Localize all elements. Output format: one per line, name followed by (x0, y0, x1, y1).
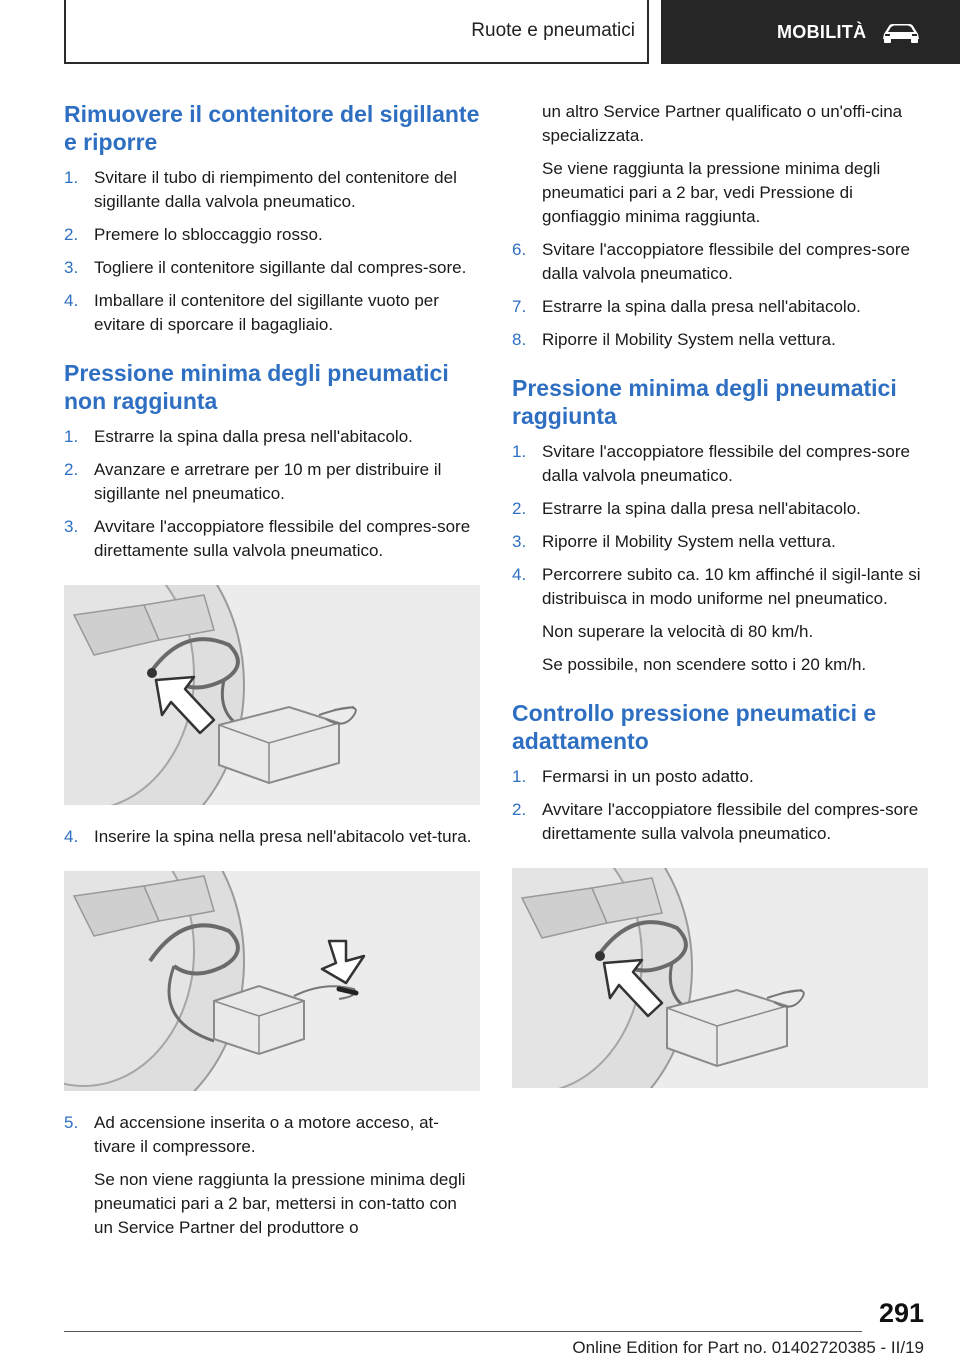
step-number: 1. (64, 168, 79, 187)
section-title: Pressione minima degli pneumatici raggiunta (512, 375, 897, 429)
step-number: 1. (64, 427, 79, 446)
section-title: Rimuovere il contenitore del sigillante e riporre (64, 101, 480, 155)
header-section-title: Ruote e pneumatici (471, 20, 635, 41)
list-item (64, 223, 480, 247)
step-text: Fermarsi in un posto adatto. (542, 767, 754, 786)
step-text: Riporre il Mobility System nella vettura. (542, 532, 836, 551)
step-number: 6. (512, 240, 527, 259)
header-section-box (64, 0, 649, 64)
step-number: 7. (512, 297, 527, 316)
step-number: 4. (64, 291, 79, 310)
step-list (64, 425, 480, 563)
continued-text: un altro Service Partner qualificato o un'offi‐cina specializzata. (542, 102, 903, 145)
list-item (512, 798, 928, 846)
step-note: Non superare la velocità di 80 km/h. (542, 622, 814, 641)
step-text: Togliere il contenitore sigillante dal compres‐sore. (94, 258, 467, 277)
section-pressure-reached (512, 374, 928, 677)
step-text: Svitare l'accoppiatore flessibile del compres‐sore dalla valvola pneumatico. (542, 240, 910, 283)
step-list (64, 1111, 480, 1159)
figure-compressor-valve (64, 585, 480, 805)
header-chapter-title: MOBILITÀ (777, 21, 867, 42)
footer-divider (64, 1331, 862, 1332)
figure-plug-socket (64, 871, 480, 1091)
step-number: 2. (512, 499, 527, 518)
step-number: 4. (512, 565, 527, 584)
step-text: Avvitare l'accoppiatore flessibile del compres‐sore direttamente sulla valvola pneumatico. (542, 800, 919, 843)
list-item (512, 440, 928, 488)
page-number: 291 (878, 1298, 924, 1328)
step-list (512, 765, 928, 846)
step-text: Avanzare e arretrare per 10 m per distribuire il sigillante nel pneumatico. (94, 460, 442, 503)
step-number: 4. (64, 827, 79, 846)
step-number: 1. (512, 442, 527, 461)
list-item (512, 497, 928, 521)
list-item (64, 425, 480, 449)
list-item (64, 1111, 480, 1159)
step-text: Percorrere subito ca. 10 km affinché il sigil‐lante si distribuisca in modo uniforme nel pneumatico. (542, 565, 921, 608)
step-text: Svitare l'accoppiatore flessibile del compres‐sore dalla valvola pneumatico. (542, 442, 910, 485)
step-text: Premere lo sbloccaggio rosso. (94, 225, 323, 244)
step-number: 1. (512, 767, 527, 786)
step-text: Estrarre la spina dalla presa nell'abitacolo. (542, 297, 861, 316)
step-list (64, 825, 480, 849)
step-note: Se non viene raggiunta la pressione minima degli pneumatici pari a 2 bar, mettersi in con‐tatto con un Service Partner del produttore o (94, 1170, 466, 1237)
step-text: Imballare il contenitore del sigillante vuoto per evitare di sporcare il bagagliaio. (94, 291, 439, 334)
step-text: Estrarre la spina dalla presa nell'abitacolo. (542, 499, 861, 518)
illustration-tire-compressor (64, 585, 480, 805)
list-item (64, 166, 480, 214)
step-text: Avvitare l'accoppiatore flessibile del compres‐sore direttamente sulla valvola pneumatico. (94, 517, 471, 560)
list-item (512, 563, 928, 611)
list-item (512, 328, 928, 352)
step-list (64, 166, 480, 337)
step-note: Se viene raggiunta la pressione minima degli pneumatici pari a 2 bar, vedi Pressione di gonfiaggio minima raggiunta. (542, 159, 881, 226)
step-text: Inserire la spina nella presa nell'abitacolo vet‐tura. (94, 827, 472, 846)
section-title: Controllo pressione pneumatici e adattamento (512, 700, 877, 754)
step-number: 3. (64, 517, 79, 536)
list-item (64, 825, 480, 849)
list-item (512, 238, 928, 286)
illustration-compressor-plug (64, 871, 480, 1091)
step-text: Ad accensione inserita o a motore acceso, at‐tivare il compressore. (94, 1113, 439, 1156)
step-number: 2. (64, 225, 79, 244)
footer-edition: Online Edition for Part no. 01402720385 - II/19 (572, 1338, 924, 1357)
section-remove-container (64, 100, 480, 337)
list-item (64, 289, 480, 337)
step-number: 3. (512, 532, 527, 551)
section-pressure-not-reached (64, 359, 480, 1240)
step-text: Riporre il Mobility System nella vettura. (542, 330, 836, 349)
car-icon (880, 20, 922, 44)
figure-compressor-valve-2 (512, 868, 928, 1088)
right-column (512, 100, 928, 1110)
list-item (64, 515, 480, 563)
list-item (64, 256, 480, 280)
step-number: 2. (64, 460, 79, 479)
list-item (64, 458, 480, 506)
step-list (512, 238, 928, 352)
list-item (512, 765, 928, 789)
list-item (512, 530, 928, 554)
header-chapter-tab (661, 0, 960, 64)
section-title: Pressione minima degli pneumatici non raggiunta (64, 360, 449, 414)
step-note: Se possibile, non scendere sotto i 20 km/h. (542, 655, 867, 674)
step-number: 5. (64, 1113, 79, 1132)
illustration-tire-compressor (512, 868, 928, 1088)
list-item (512, 295, 928, 319)
section-pressure-check (512, 699, 928, 1088)
step-list (512, 440, 928, 611)
step-text: Estrarre la spina dalla presa nell'abitacolo. (94, 427, 413, 446)
step-number: 2. (512, 800, 527, 819)
step-number: 8. (512, 330, 527, 349)
left-column (64, 100, 480, 1262)
step-number: 3. (64, 258, 79, 277)
step-text: Svitare il tubo di riempimento del contenitore del sigillante dalla valvola pneumatico. (94, 168, 457, 211)
